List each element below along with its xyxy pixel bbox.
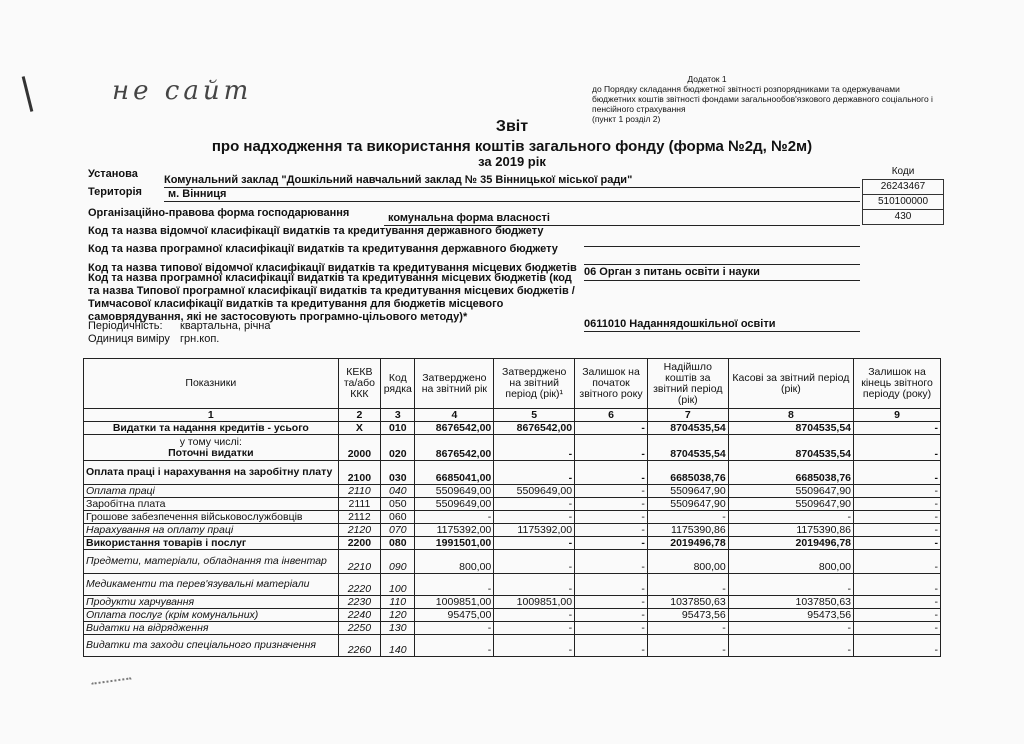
row-label: [84, 609, 339, 622]
program-local-value: 0611010 Наданнядошкільної освіти: [584, 318, 776, 330]
cell-value: -: [494, 550, 575, 574]
periodicity-label: Періодичність:: [88, 320, 163, 332]
appendix-text: до Порядку складання бюджетної звітності розпорядниками та одержувачами бюджетних коштів звітності фондами загальнообов'язкового державного соціального і пенсійного страхування: [592, 84, 933, 114]
program-code-label: Код та назва програмної класифікації видатків та кредитування державного бюджету: [88, 243, 558, 255]
cell-value: 8676542,00: [415, 422, 494, 435]
cell-value: -: [415, 574, 494, 596]
row-label-text: Оплата послуг (крім комунальних): [86, 608, 259, 621]
col-header: Надійшло коштів за звітний період (рік): [647, 359, 728, 409]
cell-value: 080: [381, 537, 415, 550]
col-header: Залишок на кінець звітного періоду (року): [854, 359, 941, 409]
row-label-text: у тому числі:: [179, 435, 242, 448]
cell-value: 6685041,00: [415, 461, 494, 485]
cell-value: 020: [381, 435, 415, 461]
cell-value: 070: [381, 524, 415, 537]
cell-value: -: [575, 511, 648, 524]
row-label-text: Видатки та заходи спеціального призначення: [86, 639, 316, 651]
report-period: за 2019 рік: [478, 154, 546, 169]
cell-value: 8704535,54: [647, 422, 728, 435]
cell-value: 1175390,86: [728, 524, 853, 537]
cell-value: -: [647, 574, 728, 596]
row-label: [84, 574, 339, 596]
col-number: 2: [338, 409, 380, 422]
unit-label: Одиниця виміру: [88, 333, 170, 345]
cell-value: 1037850,63: [728, 596, 853, 609]
cell-value: -: [647, 635, 728, 657]
cell-value: -: [575, 498, 648, 511]
row-label: [84, 635, 339, 657]
cell-value: 5509647,90: [647, 485, 728, 498]
row-label: [84, 511, 339, 524]
appendix-title: Додаток 1: [687, 74, 727, 84]
cell-value: 050: [381, 498, 415, 511]
row-sublabel: Поточні видатки: [168, 446, 254, 459]
col-number: 7: [647, 409, 728, 422]
scribble-mark: [91, 677, 132, 692]
cell-value: -: [494, 435, 575, 461]
cell-value: -: [854, 511, 941, 524]
cell-value: -: [494, 537, 575, 550]
cell-value: 8704535,54: [728, 435, 853, 461]
territory-value: м. Вінниця: [168, 188, 227, 200]
cell-value: 95473,56: [728, 609, 853, 622]
cell-value: 2111: [338, 498, 380, 511]
cell-value: -: [575, 435, 648, 461]
codes-box: [862, 165, 944, 225]
table-row: [84, 422, 941, 435]
cell-value: 010: [381, 422, 415, 435]
cell-value: -: [854, 485, 941, 498]
cell-value: 2230: [338, 596, 380, 609]
col-header: Показники: [84, 359, 339, 409]
row-label: [84, 596, 339, 609]
cell-value: 090: [381, 550, 415, 574]
col-number-row: [84, 409, 941, 422]
cell-value: -: [854, 461, 941, 485]
program-local-label: Код та назва програмної класифікації видатків та кредитування місцевих бюджетів (код та назва Типової програмної класифікації видатків та кредитування місцевих бюджетів / Тимчасової класифікації видатків та кредитування для бюджетів місцевого самоврядування, які не застосовують програмно-цільового методу)*: [88, 272, 575, 323]
cell-value: 2260: [338, 635, 380, 657]
cell-value: -: [575, 574, 648, 596]
row-label-text: Оплата праці і нарахування на заробітну плату: [86, 466, 333, 478]
cell-value: -: [728, 511, 853, 524]
legal-form-value: комунальна форма власності: [388, 212, 550, 224]
cell-value: -: [415, 622, 494, 635]
cell-value: 95473,56: [647, 609, 728, 622]
table-row: [84, 635, 941, 657]
cell-value: -: [575, 524, 648, 537]
table-row: [84, 609, 941, 622]
table-row: [84, 596, 941, 609]
row-label: [84, 461, 339, 485]
institution-label: Установа: [88, 168, 138, 180]
col-number: 3: [381, 409, 415, 422]
cell-value: -: [728, 574, 853, 596]
row-label: [84, 485, 339, 498]
cell-value: -: [854, 524, 941, 537]
cell-value: X: [338, 422, 380, 435]
handwritten-note: не сайт: [112, 76, 253, 106]
col-header: Касові за звітний період (рік): [728, 359, 853, 409]
table-row: [84, 537, 941, 550]
cell-value: -: [494, 461, 575, 485]
cell-value: -: [494, 635, 575, 657]
row-label-text: Заробітна плата: [86, 497, 166, 510]
row-label-text: Використання товарів і послуг: [86, 536, 247, 549]
col-header: Затверджено на звітний рік: [415, 359, 494, 409]
cell-value: 2240: [338, 609, 380, 622]
row-label-text: Видатки та надання кредитів - усього: [112, 421, 309, 434]
cell-value: -: [854, 550, 941, 574]
cell-value: 8676542,00: [415, 435, 494, 461]
row-label-text: Нарахування на оплату праці: [86, 523, 234, 536]
cell-value: 040: [381, 485, 415, 498]
cell-value: 1037850,63: [647, 596, 728, 609]
cell-value: -: [494, 511, 575, 524]
cell-value: 6685038,76: [728, 461, 853, 485]
cell-value: 8704535,54: [728, 422, 853, 435]
col-number: 4: [415, 409, 494, 422]
row-label: [84, 435, 339, 461]
cell-value: 800,00: [728, 550, 853, 574]
col-header: Код рядка: [381, 359, 415, 409]
typical-dept-value: 06 Орган з питань освіти і науки: [584, 266, 760, 278]
report-subtitle: про надходження та використання коштів загального фонду (форма №2д, №2м): [211, 138, 813, 155]
cell-value: -: [575, 622, 648, 635]
cell-value: -: [494, 622, 575, 635]
legal-form-label: Організаційно-правова форма господарювання: [88, 207, 350, 219]
code-edrpou: 26243467: [862, 179, 944, 195]
cell-value: 120: [381, 609, 415, 622]
appendix-note: [592, 74, 942, 124]
cell-value: 5509647,90: [647, 498, 728, 511]
cell-value: 2220: [338, 574, 380, 596]
cell-value: 1175392,00: [415, 524, 494, 537]
cell-value: -: [728, 622, 853, 635]
col-header: Залишок на початок звітного року: [575, 359, 648, 409]
cell-value: 1991501,00: [415, 537, 494, 550]
cell-value: -: [854, 574, 941, 596]
dept-code-label: Код та назва відомчої класифікації видатків та кредитування державного бюджету: [88, 225, 544, 237]
cell-value: 6685038,76: [647, 461, 728, 485]
cell-value: 2110: [338, 485, 380, 498]
row-label-text: Видатки на відрядження: [86, 621, 209, 634]
row-label-text: Оплата праці: [86, 484, 155, 497]
cell-value: 2112: [338, 511, 380, 524]
cell-value: -: [494, 609, 575, 622]
cell-value: 8704535,54: [647, 435, 728, 461]
row-label: [84, 524, 339, 537]
cell-value: 8676542,00: [494, 422, 575, 435]
table-row: [84, 550, 941, 574]
cell-value: 1175392,00: [494, 524, 575, 537]
cell-value: -: [575, 422, 648, 435]
row-label: [84, 422, 339, 435]
col-header: Затверджено на звітний період (рік)¹: [494, 359, 575, 409]
cell-value: 95475,00: [415, 609, 494, 622]
typical-dept-label: Код та назва типової відомчої класифікації видатків та кредитування місцевих бюджетів: [88, 262, 577, 274]
table-row: [84, 524, 941, 537]
row-label: [84, 622, 339, 635]
cell-value: -: [575, 485, 648, 498]
table-row: [84, 498, 941, 511]
table-row: [84, 511, 941, 524]
cell-value: -: [415, 511, 494, 524]
cell-value: 130: [381, 622, 415, 635]
cell-value: 030: [381, 461, 415, 485]
cell-value: 2210: [338, 550, 380, 574]
table-row: [84, 574, 941, 596]
appendix-ref: (пункт 1 розділ 2): [592, 114, 661, 124]
report-title: Звіт: [495, 118, 529, 135]
row-label-text: Грошове забезпечення військовослужбовців: [86, 510, 303, 523]
cell-value: -: [575, 596, 648, 609]
col-number: 9: [854, 409, 941, 422]
codes-header: Коди: [891, 166, 915, 177]
table-row: [84, 461, 941, 485]
cell-value: 2250: [338, 622, 380, 635]
cell-value: -: [854, 498, 941, 511]
cell-value: 5509649,00: [415, 485, 494, 498]
cell-value: -: [575, 537, 648, 550]
cell-value: -: [854, 596, 941, 609]
cell-value: -: [854, 622, 941, 635]
cell-value: -: [854, 635, 941, 657]
cell-value: 5509649,00: [415, 498, 494, 511]
cell-value: 2000: [338, 435, 380, 461]
col-number: 8: [728, 409, 853, 422]
table-row: [84, 435, 941, 461]
col-number: 1: [84, 409, 339, 422]
code-kopfg: 430: [862, 210, 944, 225]
cell-value: -: [494, 574, 575, 596]
cell-value: 5509647,90: [728, 498, 853, 511]
cell-value: -: [415, 635, 494, 657]
col-number: 6: [575, 409, 648, 422]
cell-value: -: [647, 511, 728, 524]
cell-value: -: [494, 498, 575, 511]
handwritten-stroke: [22, 76, 34, 112]
row-label: [84, 537, 339, 550]
cell-value: -: [575, 550, 648, 574]
cell-value: 1175390,86: [647, 524, 728, 537]
table-row: [84, 622, 941, 635]
cell-value: -: [854, 537, 941, 550]
table-row: [84, 485, 941, 498]
col-number: 5: [494, 409, 575, 422]
col-header: КЕКВ та/або ККК: [338, 359, 380, 409]
cell-value: 2019496,78: [728, 537, 853, 550]
cell-value: 140: [381, 635, 415, 657]
cell-value: -: [854, 609, 941, 622]
periodicity-value: квартальна, річна: [180, 320, 271, 332]
cell-value: -: [575, 461, 648, 485]
cell-value: 5509649,00: [494, 485, 575, 498]
cell-value: -: [854, 422, 941, 435]
cell-value: 1009851,00: [494, 596, 575, 609]
territory-label: Територія: [88, 186, 142, 198]
cell-value: -: [647, 622, 728, 635]
row-label: [84, 498, 339, 511]
row-label-text: Предмети, матеріали, обладнання та інвентар: [86, 555, 327, 567]
cell-value: 2200: [338, 537, 380, 550]
cell-value: -: [575, 635, 648, 657]
cell-value: 2120: [338, 524, 380, 537]
cell-value: 800,00: [415, 550, 494, 574]
cell-value: -: [854, 435, 941, 461]
institution-value: Комунальний заклад "Дошкільний навчальний заклад № 35 Вінницької міської ради": [164, 174, 633, 186]
cell-value: 110: [381, 596, 415, 609]
cell-value: 2019496,78: [647, 537, 728, 550]
row-label-text: Продукти харчування: [86, 595, 195, 608]
cell-value: 2100: [338, 461, 380, 485]
unit-value: грн.коп.: [180, 333, 220, 345]
cell-value: -: [575, 609, 648, 622]
row-label-text: Медикаменти та перев'язувальні матеріали: [86, 578, 310, 590]
cell-value: 060: [381, 511, 415, 524]
cell-value: 800,00: [647, 550, 728, 574]
cell-value: 100: [381, 574, 415, 596]
cell-value: -: [728, 635, 853, 657]
report-table: [83, 358, 941, 657]
row-label: [84, 550, 339, 574]
cell-value: 1009851,00: [415, 596, 494, 609]
cell-value: 5509647,90: [728, 485, 853, 498]
code-koatuu: 510100000: [862, 195, 944, 210]
